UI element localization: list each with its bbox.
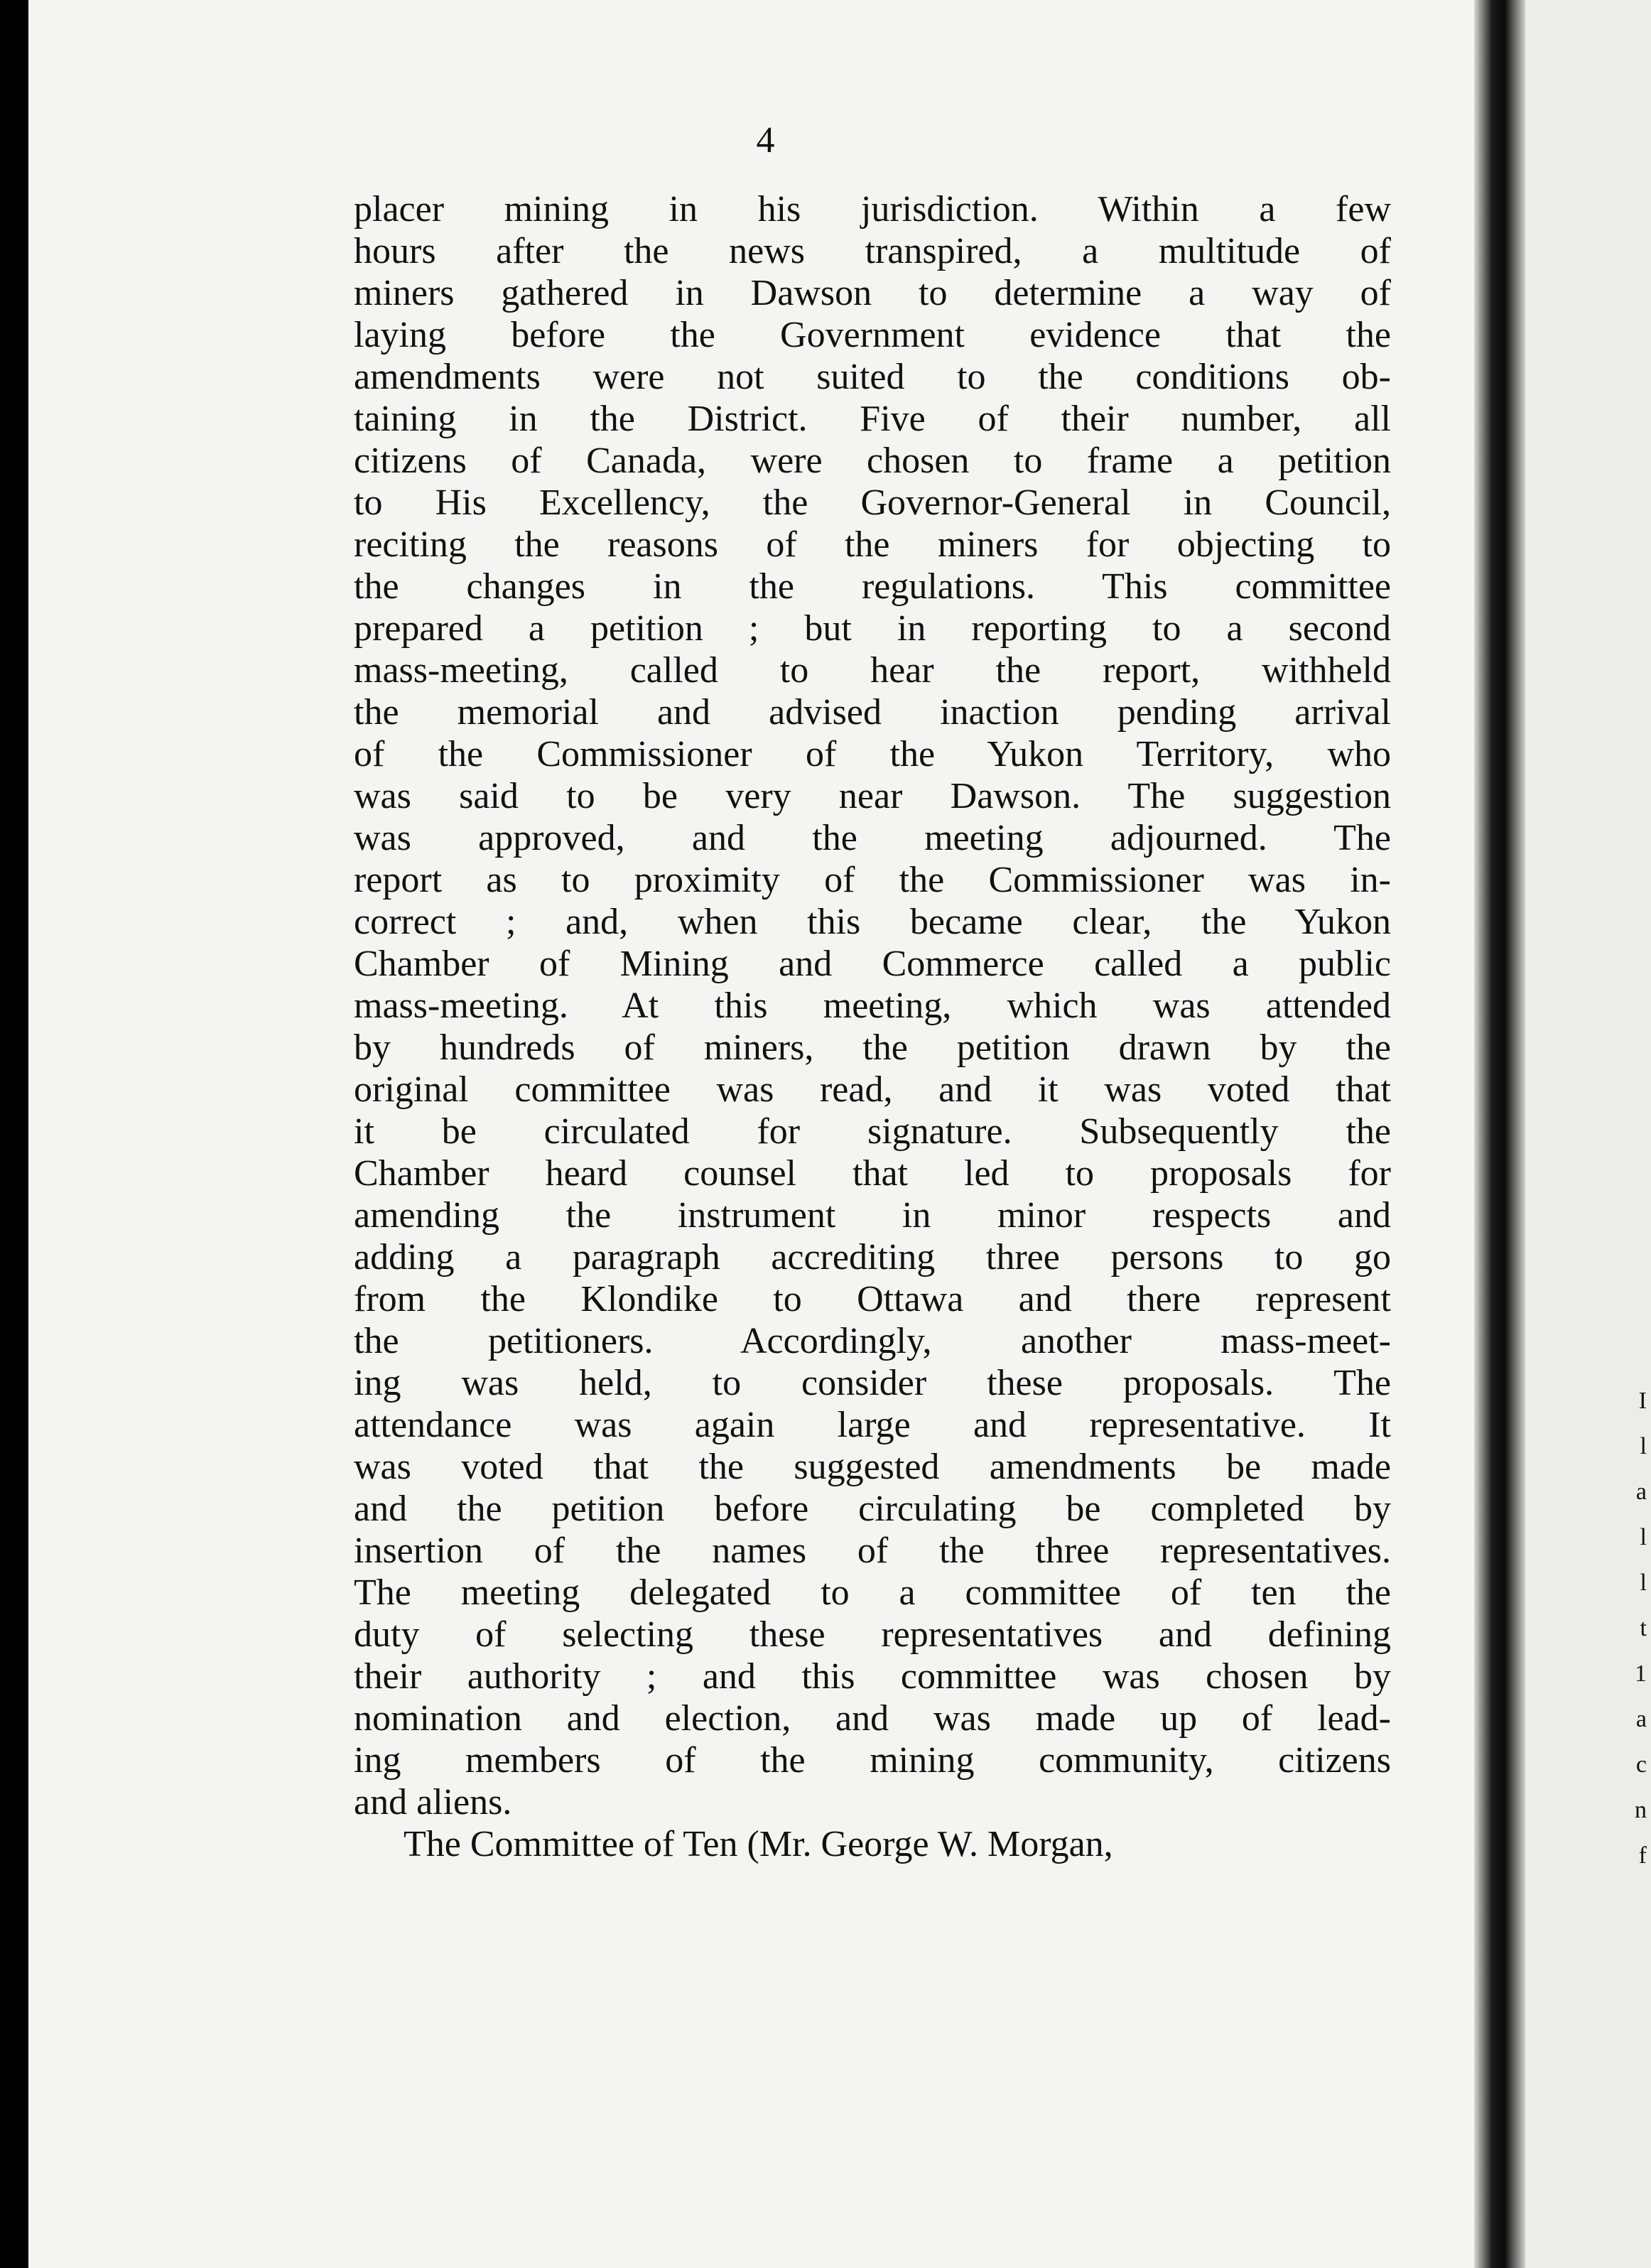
book-gutter bbox=[1474, 0, 1525, 2268]
text-line: Chamber heard counsel that led to proposals for bbox=[354, 1153, 1391, 1194]
text-line: by hundreds of miners, the petition drawn by the bbox=[354, 1027, 1391, 1068]
edge-letter: 1 bbox=[1635, 1660, 1647, 1687]
text-line: amending the instrument in minor respects and bbox=[354, 1195, 1391, 1236]
text-line: citizens of Canada, were chosen to frame a petition bbox=[354, 441, 1391, 481]
text-line: of the Commissioner of the Yukon Territory, who bbox=[354, 734, 1391, 774]
text-line: prepared a petition ; but in reporting to a second bbox=[354, 608, 1391, 649]
text-line: laying before the Government evidence that the bbox=[354, 315, 1391, 355]
text-line: mass-meeting, called to hear the report, withheld bbox=[354, 650, 1391, 691]
text-line: mass-meeting. At this meeting, which was attended bbox=[354, 986, 1391, 1026]
edge-letter: t bbox=[1640, 1615, 1647, 1641]
text-line: attendance was again large and representative. It bbox=[354, 1405, 1391, 1445]
text-line: insertion of the names of the three representatives. bbox=[354, 1530, 1391, 1571]
text-line: it be circulated for signature. Subsequently the bbox=[354, 1111, 1391, 1152]
text-line: was said to be very near Dawson. The suggestion bbox=[354, 776, 1391, 816]
body-text bbox=[354, 188, 1391, 1865]
text-line: amendments were not suited to the conditions ob- bbox=[354, 357, 1391, 397]
text-line: reciting the reasons of the miners for objecting to bbox=[354, 524, 1391, 565]
edge-letter: l bbox=[1640, 1570, 1647, 1596]
text-line: original committee was read, and it was voted that bbox=[354, 1069, 1391, 1110]
edge-letter: l bbox=[1640, 1524, 1647, 1550]
text-line: miners gathered in Dawson to determine a way of bbox=[354, 273, 1391, 313]
text-line: duty of selecting these representatives and defining bbox=[354, 1614, 1391, 1655]
text-line: their authority ; and this committee was chosen by bbox=[354, 1656, 1391, 1697]
text-line: placer mining in his jurisdiction. Within a few bbox=[354, 189, 1391, 230]
page-number: 4 bbox=[756, 120, 775, 161]
text-line: nomination and election, and was made up of lead- bbox=[354, 1698, 1391, 1739]
document-page bbox=[28, 0, 1503, 2268]
text-line: taining in the District. Five of their number, all bbox=[354, 399, 1391, 439]
edge-letter: l bbox=[1640, 1433, 1647, 1459]
edge-letter: a bbox=[1635, 1479, 1647, 1505]
adjacent-page-edge bbox=[1525, 0, 1651, 2268]
edge-letter: n bbox=[1635, 1797, 1647, 1823]
text-line: was voted that the suggested amendments be made bbox=[354, 1447, 1391, 1487]
text-line: from the Klondike to Ottawa and there represent bbox=[354, 1279, 1391, 1319]
text-line: ing was held, to consider these proposals. The bbox=[354, 1363, 1391, 1403]
text-line: The Committee of Ten (Mr. George W. Morgan, bbox=[404, 1824, 1113, 1864]
edge-letter: I bbox=[1638, 1388, 1647, 1414]
text-line: to His Excellency, the Governor-General in Council, bbox=[354, 482, 1391, 523]
text-line: the changes in the regulations. This committee bbox=[354, 566, 1391, 607]
text-line: correct ; and, when this became clear, the Yukon bbox=[354, 902, 1391, 942]
edge-letter: c bbox=[1635, 1751, 1647, 1778]
text-line: hours after the news transpired, a multitude of bbox=[354, 231, 1391, 271]
text-line: Chamber of Mining and Commerce called a public bbox=[354, 944, 1391, 984]
edge-letter: f bbox=[1638, 1842, 1647, 1869]
text-line: and the petition before circulating be completed by bbox=[354, 1489, 1391, 1529]
text-line: the petitioners. Accordingly, another mass-meet- bbox=[354, 1321, 1391, 1361]
text-line: and aliens. bbox=[354, 1782, 512, 1822]
text-line: The meeting delegated to a committee of ten the bbox=[354, 1572, 1391, 1613]
text-line: the memorial and advised inaction pending arrival bbox=[354, 692, 1391, 733]
edge-letter: a bbox=[1635, 1706, 1647, 1732]
text-line: report as to proximity of the Commissioner was in- bbox=[354, 860, 1391, 900]
text-line: was approved, and the meeting adjourned. The bbox=[354, 818, 1391, 858]
text-line: adding a paragraph accrediting three persons to go bbox=[354, 1237, 1391, 1278]
adjacent-page-letters bbox=[1618, 1378, 1647, 1879]
text-line: ing members of the mining community, citizens bbox=[354, 1740, 1391, 1781]
